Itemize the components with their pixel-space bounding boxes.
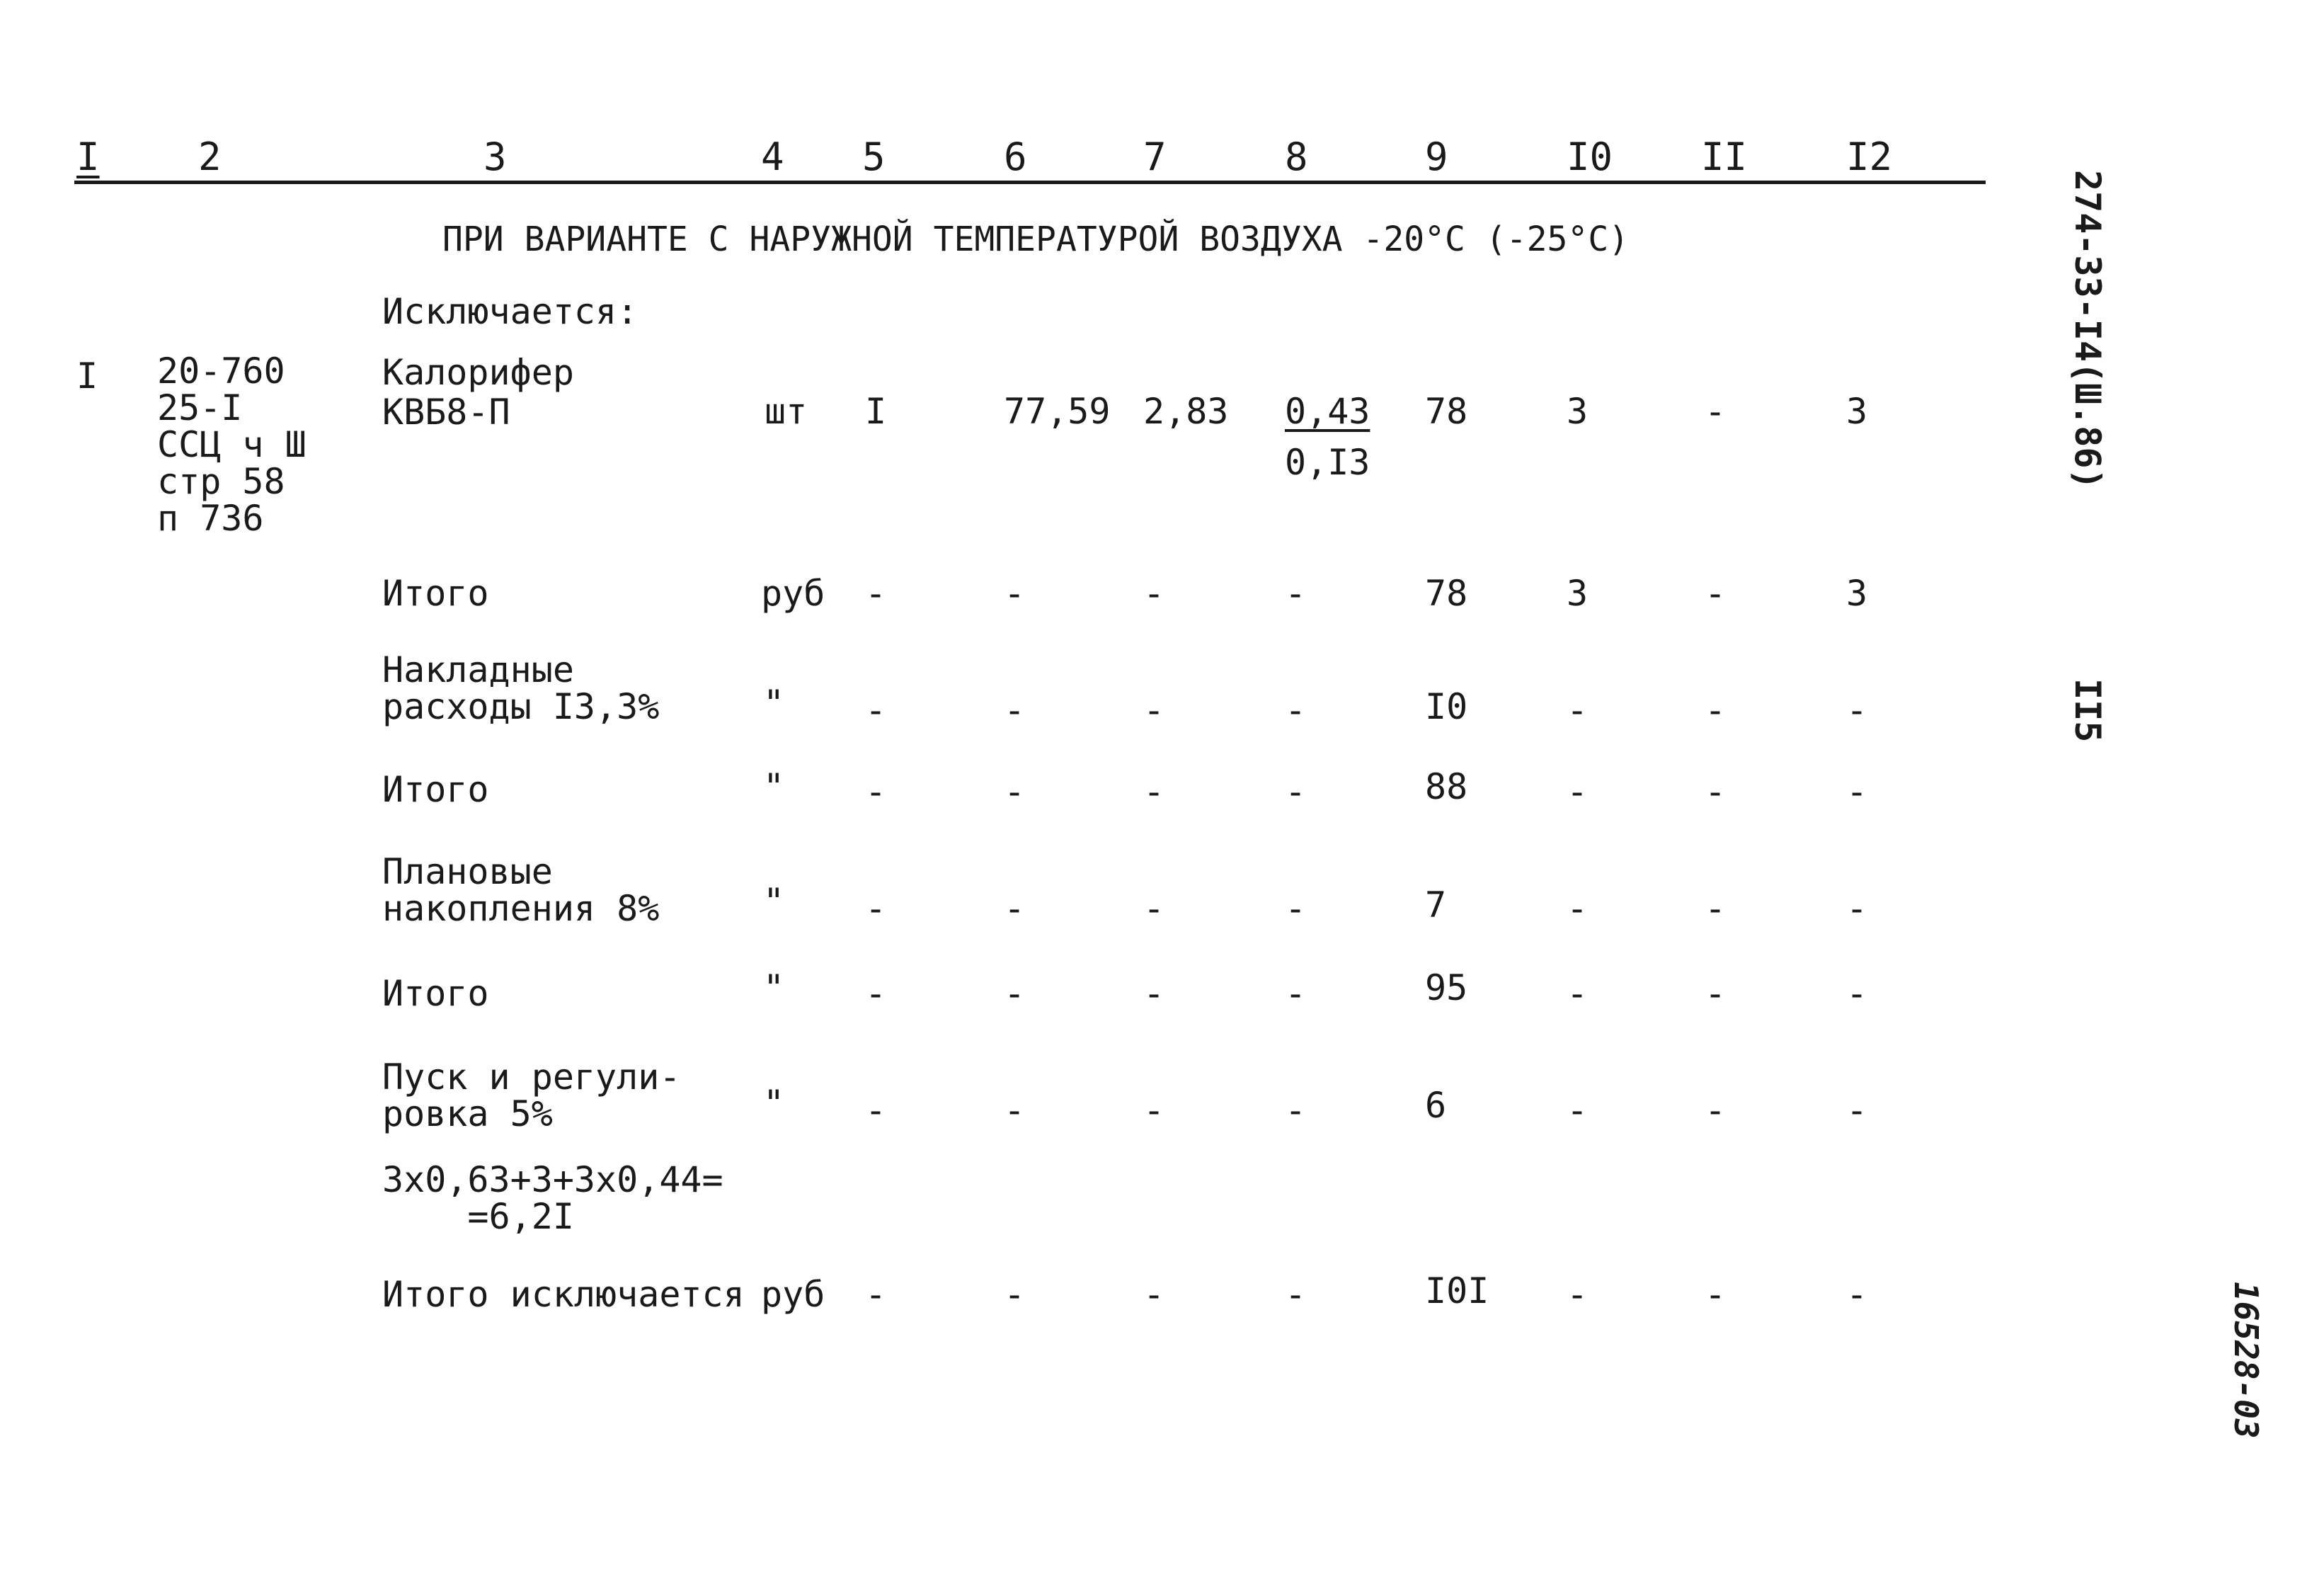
col-header-12: I2 [1846,135,1893,179]
col-header-5: 5 [862,135,886,179]
total-name: Итого исключается [382,1274,745,1315]
row-col-8: - [1285,771,1307,812]
row-col-9: 7 [1425,884,1447,926]
total-col-7: - [1143,1274,1165,1315]
item-col-11: - [1705,391,1727,432]
row-name: Накладные расходы I3,3% [382,649,660,727]
total-col-8: - [1285,1274,1307,1315]
row-col-11: - [1705,771,1727,812]
row-name: Итого [382,973,489,1014]
item-code: 20-760 25-I ССЦ ч Ш стр 58 п 736 [157,351,307,539]
row-col-10: - [1567,771,1589,812]
total-col-5: - [865,1274,887,1315]
row-col-11: - [1705,973,1727,1014]
col-header-9: 9 [1425,135,1448,179]
row-col-9: I0 [1425,686,1468,727]
row-col-11: - [1705,573,1727,614]
row-col-7: - [1143,973,1165,1014]
row-col-9: 78 [1425,573,1468,614]
row-col-7: - [1143,690,1165,731]
item-col-7: 2,83 [1143,391,1229,432]
total-unit: руб [761,1274,825,1315]
row-unit: " [763,766,785,807]
row-col-8: - [1285,1090,1307,1131]
row-unit: " [763,967,785,1008]
col-header-2: 2 [198,135,222,179]
row-col-9: 6 [1425,1085,1447,1126]
row-col-12: 3 [1846,573,1868,614]
row-col-12: - [1846,1090,1868,1131]
row-unit: " [763,881,785,922]
row-col-7: - [1143,888,1165,929]
row-col-11: - [1705,1090,1727,1131]
row-col-12: - [1846,888,1868,929]
total-col-11: - [1705,1274,1727,1315]
row-col-7: - [1143,573,1165,614]
col-header-6: 6 [1004,135,1027,179]
col-header-8: 8 [1285,135,1308,179]
row-name: Плановые накопления 8% [382,851,660,929]
total-col-9: I0I [1425,1270,1489,1311]
item-col-8-top: 0,43 [1285,391,1370,432]
col-header-3: 3 [483,135,507,179]
col-header-10: I0 [1567,135,1613,179]
row-col-6: - [1004,690,1026,731]
row-col-6: - [1004,771,1026,812]
row-col-10: - [1567,888,1589,929]
row-col-8: - [1285,888,1307,929]
row-unit: руб [761,573,825,614]
row-col-11: - [1705,888,1727,929]
row-col-11: - [1705,690,1727,731]
total-col-6: - [1004,1274,1026,1315]
row-col-5: - [865,973,887,1014]
row-col-8: - [1285,573,1307,614]
row-unit: " [763,683,785,724]
row-col-5: - [865,573,887,614]
excluded-label: Исключается: [382,291,639,332]
row-col-5: - [865,771,887,812]
formula: 3x0,63+3+3x0,44= =6,2I [382,1159,723,1237]
row-name: Итого [382,769,489,810]
row-col-7: - [1143,1090,1165,1131]
page-number: II5 [2067,678,2108,743]
row-col-9: 88 [1425,766,1468,807]
header-rule [74,181,1986,184]
row-col-8: - [1285,973,1307,1014]
row-col-5: - [865,888,887,929]
row-col-12: - [1846,771,1868,812]
item-col-6: 77,59 [1004,391,1111,432]
side-document-code: 274-33-I4(Ш.86) [2067,170,2108,490]
row-col-6: - [1004,888,1026,929]
item-name: Калорифер КВБ8-П [382,352,574,433]
row-col-9: 95 [1425,967,1468,1008]
col-header-1: I [76,135,100,179]
item-unit: шт [765,391,808,432]
section-title: ПРИ ВАРИАНТЕ С НАРУЖНОЙ ТЕМПЕРАТУРОЙ ВОЗДУХА -20°С (-25°С) [442,220,1630,259]
row-name: Пуск и регули- ровка 5% [382,1057,681,1134]
row-col-12: - [1846,690,1868,731]
row-col-6: - [1004,1090,1026,1131]
item-col-9: 78 [1425,391,1468,432]
row-col-12: - [1846,973,1868,1014]
col-header-4: 4 [761,135,784,179]
col-header-11: II [1701,135,1748,179]
total-col-12: - [1846,1274,1868,1315]
row-col-10: - [1567,973,1589,1014]
row-col-6: - [1004,573,1026,614]
item-qty: I [865,391,887,432]
row-col-5: - [865,690,887,731]
row-col-10: - [1567,690,1589,731]
item-col-12: 3 [1846,391,1868,432]
item-col-8-bottom: 0,I3 [1285,442,1370,483]
row-col-6: - [1004,973,1026,1014]
item-number: I [76,355,98,397]
row-name: Итого [382,573,489,614]
row-unit: " [763,1083,785,1124]
row-col-10: 3 [1567,573,1589,614]
archive-number: 16528-03 [2227,1282,2265,1439]
total-col-10: - [1567,1274,1589,1315]
row-col-7: - [1143,771,1165,812]
item-col-10: 3 [1567,391,1589,432]
col-header-7: 7 [1143,135,1167,179]
row-col-8: - [1285,690,1307,731]
row-col-10: - [1567,1090,1589,1131]
row-col-5: - [865,1090,887,1131]
